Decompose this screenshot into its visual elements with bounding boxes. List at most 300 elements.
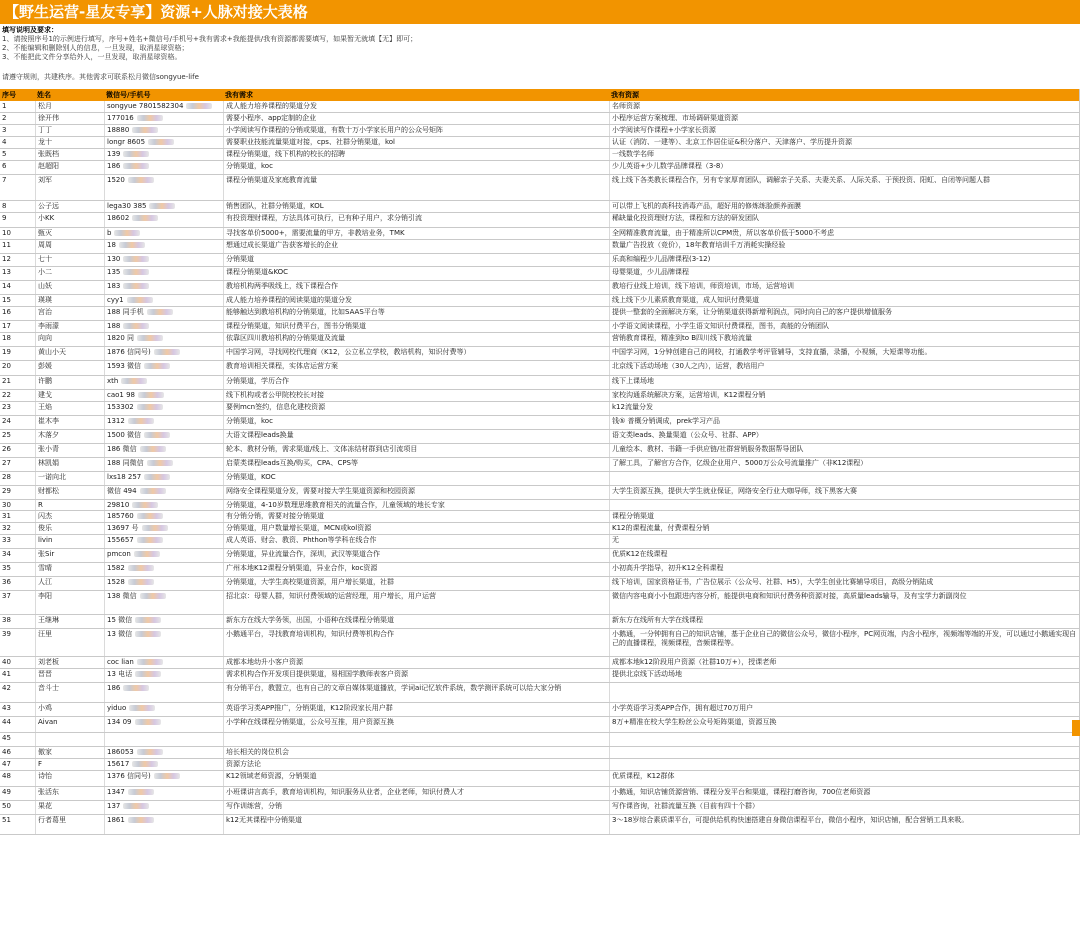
row-contact[interactable]: 153302 (104, 402, 223, 415)
row-resource[interactable]: 线下上课场地 (609, 376, 1080, 389)
row-need[interactable]: 小学阅读写作课程的分销或渠道，有数十万小学家长用户的公众号矩阵 (223, 125, 609, 136)
redaction-blur (123, 803, 149, 809)
row-contact[interactable]: 微信 494 (104, 486, 223, 499)
row-number[interactable]: 38 (2, 616, 11, 624)
row-name[interactable]: 财都松 (35, 486, 104, 499)
row-contact[interactable]: 139 (104, 149, 223, 160)
row-name[interactable]: 刘老板 (35, 657, 104, 668)
row-name[interactable]: 小KK (35, 213, 104, 227)
row-number[interactable]: 46 (2, 748, 11, 756)
column-header-need[interactable]: 我有需求 (225, 91, 253, 99)
row-resource[interactable]: 一线数学名师 (609, 149, 1080, 160)
row-need[interactable]: 教培机构两季吸线上，线下课程合作 (223, 281, 609, 294)
row-number[interactable]: 2 (2, 114, 7, 122)
row-resource[interactable]: 乐高和编程少儿品牌课程(3-12) (609, 254, 1080, 266)
redaction-blur (128, 177, 154, 183)
row-name[interactable]: 傲家 (35, 747, 104, 758)
row-number[interactable]: 24 (2, 417, 11, 425)
row-need[interactable]: 分销渠道，koc (223, 161, 609, 174)
row-contact[interactable]: 188 同手机 (104, 307, 223, 320)
row-need[interactable]: 成人能力培养课程的阅读渠道的渠道分发 (223, 295, 609, 306)
row-number[interactable]: 19 (2, 348, 11, 356)
row-need[interactable]: 依靠区四川教培机构的分销渠道及流量 (223, 333, 609, 346)
row-resource[interactable]: K12的课程流量，付费课程分销 (609, 523, 1080, 534)
column-header-contact[interactable]: 微信号/手机号 (106, 91, 151, 99)
row-need[interactable]: k12无其课程中分销渠道 (223, 815, 609, 834)
row-need[interactable]: 分销渠道，koc (223, 416, 609, 429)
row-resource[interactable]: k12流量分发 (609, 402, 1080, 415)
redaction-blur (121, 378, 147, 384)
row-number[interactable]: 8 (2, 202, 7, 210)
row-resource[interactable] (609, 747, 1080, 758)
row-name[interactable]: 赵超阳 (35, 161, 104, 174)
row-need[interactable]: 轮本、教材分销，需求渠道/线上、文体冻结材群到店引流项目 (223, 444, 609, 457)
row-resource[interactable]: 小程序运营方案梳理、市场调研渠道资源 (609, 113, 1080, 124)
row-resource[interactable]: 线上线下各类教长课程合作，另有专家厚育团队，调解亲子关系、夫妻关系、人际关系、于预投资、阳虹、自闭等问题人群 (609, 175, 1080, 200)
row-contact[interactable]: 1520 (104, 175, 223, 200)
row-contact[interactable]: 186 微信 (104, 444, 223, 457)
row-number[interactable]: 28 (2, 473, 11, 481)
table-row (0, 307, 1080, 321)
row-contact[interactable]: 1876 信同号) (104, 347, 223, 360)
row-name[interactable]: 七十 (35, 254, 104, 266)
table-row (0, 747, 1080, 759)
table-row (0, 295, 1080, 307)
redaction-blur (148, 139, 174, 145)
row-number[interactable]: 25 (2, 431, 11, 439)
row-need[interactable]: 寻找客单价5000+，需要流量的甲方，非教培业务，TMK (223, 228, 609, 239)
row-number[interactable]: 10 (2, 229, 11, 237)
row-need[interactable] (223, 733, 609, 746)
row-number[interactable]: 42 (2, 684, 11, 692)
table-row (0, 500, 1080, 511)
row-name[interactable]: livin (35, 535, 104, 548)
row-contact[interactable]: b (104, 228, 223, 239)
row-resource[interactable] (609, 733, 1080, 746)
row-resource[interactable]: 提供北京线下活动场地 (609, 669, 1080, 682)
row-contact[interactable]: 1376 信同号) (104, 771, 223, 786)
row-number[interactable]: 15 (2, 296, 11, 304)
row-name[interactable]: 音斗士 (35, 683, 104, 702)
row-number[interactable]: 51 (2, 816, 11, 824)
row-need[interactable]: 销售团队，社群分销渠道，KOL (223, 201, 609, 212)
row-need[interactable]: 分销渠道，4-10岁数理思维教育相关的流量合作，儿童领域的地长专家 (223, 500, 609, 510)
row-need[interactable]: 课程分销渠道，知识付费平台，图书分销渠道 (223, 321, 609, 332)
row-number[interactable]: 49 (2, 788, 11, 796)
row-contact[interactable]: lxs18 257 (104, 472, 223, 485)
row-contact[interactable]: 15 微信 (104, 615, 223, 628)
row-name[interactable]: 王继琳 (35, 615, 104, 628)
row-name[interactable]: 小二 (35, 267, 104, 280)
row-name[interactable]: 张小青 (35, 444, 104, 457)
table-row (0, 629, 1080, 657)
redaction-blur (132, 761, 158, 767)
table-row (0, 801, 1080, 815)
row-need[interactable]: 要例mcn签约，信息化建校资源 (223, 402, 609, 415)
row-number[interactable]: 48 (2, 772, 11, 780)
row-number[interactable]: 6 (2, 162, 7, 170)
row-contact[interactable]: 185760 (104, 511, 223, 522)
row-resource[interactable]: 北京线下活动场地（30人之内），运营，教培用户 (609, 361, 1080, 375)
row-number[interactable]: 14 (2, 282, 11, 290)
row-name[interactable]: 黄山小天 (35, 347, 104, 360)
row-number[interactable]: 45 (2, 734, 11, 742)
row-contact[interactable]: longr 8605 (104, 137, 223, 148)
redaction-blur (135, 617, 161, 623)
row-need[interactable]: 需求机构合作开发项目提供渠道，易相国学教师表客户资源 (223, 669, 609, 682)
row-resource[interactable]: 可以带上飞机的高科技消毒产品，超好用的修炼练脸颜养面膜 (609, 201, 1080, 212)
row-need[interactable]: 分销渠道，KOC (223, 472, 609, 485)
row-name[interactable]: 李阳 (35, 591, 104, 614)
row-name[interactable]: 俊乐 (35, 523, 104, 534)
row-number[interactable]: 22 (2, 391, 11, 399)
instruction-line: 2、不能编辑和删除别人的信息，一旦发现，取消星球资格； (2, 44, 189, 52)
row-number[interactable]: 35 (2, 564, 11, 572)
row-resource[interactable]: 小学语文阅读课程，小学生语文知识付费课程，图书，高能的分销团队 (609, 321, 1080, 332)
row-need[interactable]: 小学种在线课程分销渠道，公众号互推，用户资源互换 (223, 717, 609, 732)
row-need[interactable]: 课程分销渠道及家庭教育流量 (223, 175, 609, 200)
row-name[interactable]: 周周 (35, 240, 104, 253)
row-contact[interactable]: cao1 98 (104, 390, 223, 401)
row-need[interactable]: 有投资理财课程，方法具体可执行，已有种子用户，求分销引流 (223, 213, 609, 227)
row-name[interactable]: 果花 (35, 801, 104, 814)
table-row (0, 657, 1080, 669)
row-name[interactable]: 张Sir (35, 549, 104, 562)
row-need[interactable]: 需要职业技能流量渠道对接，cps、社群分销渠道，kol (223, 137, 609, 148)
row-need[interactable]: 小班课讲言高手，教育培训机构，知识服务从业者，企业老师，知识付费人才 (223, 787, 609, 800)
row-need[interactable]: 线下机构或者公甲院校校长对接 (223, 390, 609, 401)
row-contact[interactable]: 135 (104, 267, 223, 280)
redaction-blur (123, 151, 149, 157)
row-resource[interactable]: 小学阅读写作课程+小学家长资源 (609, 125, 1080, 136)
row-resource[interactable]: 8万+精准在校大学生粉丝公众号矩阵渠道，资源互换 (609, 717, 1080, 732)
row-number[interactable]: 32 (2, 524, 11, 532)
row-resource[interactable]: 儿童绘本、教材、书籍一手供应链/社群营销服务数据帮导团队 (609, 444, 1080, 457)
row-number[interactable]: 7 (2, 176, 7, 184)
row-resource[interactable]: 课程分销渠道 (609, 511, 1080, 522)
row-resource[interactable] (609, 500, 1080, 510)
row-contact[interactable]: 1347 (104, 787, 223, 800)
table-row (0, 228, 1080, 240)
row-contact[interactable]: 186 (104, 683, 223, 702)
row-need[interactable]: 启蒙类课程leads互换/购买，CPA、CPS等 (223, 458, 609, 471)
row-need[interactable]: 课程分销渠道&KOC (223, 267, 609, 280)
row-resource[interactable]: 语文类leads、换量渠道（公众号、社群、APP） (609, 430, 1080, 443)
row-resource[interactable] (609, 472, 1080, 485)
column-header-resource[interactable]: 我有资源 (609, 89, 1080, 101)
row-contact[interactable]: 18880 (104, 125, 223, 136)
row-name[interactable]: 小鸡 (35, 703, 104, 716)
row-need[interactable]: 分销渠道，异业流量合作，深圳，武汉等渠道合作 (223, 549, 609, 562)
row-name[interactable]: 雪晴 (35, 563, 104, 576)
row-number[interactable]: 5 (2, 150, 7, 158)
row-resource[interactable]: 无 (609, 535, 1080, 548)
row-number[interactable]: 39 (2, 630, 11, 638)
row-need[interactable]: 大语文课程leads换量 (223, 430, 609, 443)
redaction-blur (142, 525, 168, 531)
row-name[interactable]: 彭媛 (35, 361, 104, 375)
row-number[interactable]: 29 (2, 487, 11, 495)
row-contact[interactable]: 183 (104, 281, 223, 294)
row-need[interactable]: 成都本地幼升小客户资源 (223, 657, 609, 668)
redaction-blur (132, 215, 158, 221)
row-need[interactable]: 资源方法论 (223, 759, 609, 770)
row-resource[interactable]: 3～18岁综合素质课平台，可提供给机构快速搭建自身微信课程平台，微信小程序，知识店铺，配合营销工具来吸。 (609, 815, 1080, 834)
row-contact[interactable]: 13697 号 (104, 523, 223, 534)
row-contact[interactable]: 1582 (104, 563, 223, 576)
row-resource[interactable]: 中国学习网，1分钟创建自己的网校，打通教学考评管辅导，支持直播，录播，小视频，大短课等功能。 (609, 347, 1080, 360)
row-name[interactable]: 闪杰 (35, 511, 104, 522)
row-name[interactable]: 龙十 (35, 137, 104, 148)
row-number[interactable]: 26 (2, 445, 11, 453)
redaction-blur (147, 309, 173, 315)
row-number[interactable]: 11 (2, 241, 11, 249)
row-number[interactable]: 13 (2, 268, 11, 276)
row-name[interactable]: 一诺向北 (35, 472, 104, 485)
row-need[interactable]: 新东方在线大学务领，出国，小语种在线课程分销渠道 (223, 615, 609, 628)
redaction-blur (137, 335, 163, 341)
row-contact[interactable]: pmcon (104, 549, 223, 562)
row-name[interactable]: 瑛瑛 (35, 295, 104, 306)
row-need[interactable]: 广州本地K12课程分销渠道，异业合作，koc资源 (223, 563, 609, 576)
row-need[interactable]: 想通过成长渠道广告获客增长的企业 (223, 240, 609, 253)
row-resource[interactable]: 教培行业线上培训，线下培训，师资培训，市场，运营培训 (609, 281, 1080, 294)
row-contact[interactable]: 1593 微信 (104, 361, 223, 375)
row-number[interactable]: 36 (2, 578, 11, 586)
row-name[interactable]: 宫治 (35, 307, 104, 320)
row-resource[interactable]: 小初高升学指导，初升K12全科课程 (609, 563, 1080, 576)
row-need[interactable]: 分销渠道，学历合作 (223, 376, 609, 389)
row-resource[interactable]: 小鹅通，一分钟拥有自己的知识店铺，基于企业自己的微信公众号，微信小程序，PC网页端，内含小程序，视频端等端的开发，可以通过小鹅通实现自己的直播课程，视频课程，音频课程等。 (609, 629, 1080, 656)
row-number[interactable]: 4 (2, 138, 7, 146)
row-number[interactable]: 30 (2, 501, 11, 509)
row-resource[interactable]: 钱⑤ 普概分销调成，prek学习产品 (609, 416, 1080, 429)
row-contact[interactable]: 177016 (104, 113, 223, 124)
row-name[interactable]: 人江 (35, 577, 104, 590)
row-contact[interactable]: 134 09 (104, 717, 223, 732)
row-name[interactable]: Aivan (35, 717, 104, 732)
redaction-blur (123, 685, 149, 691)
row-number[interactable]: 31 (2, 512, 11, 520)
redaction-blur (134, 551, 160, 557)
row-name[interactable]: 建戈 (35, 390, 104, 401)
row-resource[interactable]: 了解工具，了解官方合作，亿级企业用户、5000万公众号流量推广（非K12课程） (609, 458, 1080, 471)
table-row (0, 125, 1080, 137)
row-contact[interactable]: 18602 (104, 213, 223, 227)
row-resource[interactable]: 少儿英语+少儿数学品牌课程（3-8） (609, 161, 1080, 174)
row-contact[interactable]: coc lian (104, 657, 223, 668)
redaction-blur (128, 789, 154, 795)
row-resource[interactable]: 线上线下少儿素质教育渠道，成人知识付费渠道 (609, 295, 1080, 306)
row-name[interactable]: 木落夕 (35, 430, 104, 443)
row-resource[interactable]: 数量广告投放（竞价），18年教育培训千万消耗实操经验 (609, 240, 1080, 253)
row-name[interactable] (35, 733, 104, 746)
row-contact[interactable] (104, 733, 223, 746)
row-resource[interactable] (609, 759, 1080, 770)
row-name[interactable]: 许鹏 (35, 376, 104, 389)
row-number[interactable]: 3 (2, 126, 7, 134)
row-name[interactable]: 徐开伟 (35, 113, 104, 124)
row-number[interactable]: 23 (2, 403, 11, 411)
row-contact[interactable]: 1861 (104, 815, 223, 834)
row-number[interactable]: 27 (2, 459, 11, 467)
row-resource[interactable] (609, 683, 1080, 702)
redaction-blur (140, 488, 166, 494)
row-resource[interactable]: 稀缺量化投资理财方法，课程和方法的研发团队 (609, 213, 1080, 227)
row-contact[interactable]: 186053 (104, 747, 223, 758)
row-number[interactable]: 16 (2, 308, 11, 316)
row-need[interactable]: 写作训练营，分销 (223, 801, 609, 814)
row-number[interactable]: 12 (2, 255, 11, 263)
row-name[interactable]: 松月 (35, 101, 104, 112)
row-number[interactable]: 34 (2, 550, 11, 558)
row-contact[interactable]: 13 电话 (104, 669, 223, 682)
row-contact[interactable]: yiduo (104, 703, 223, 716)
row-need[interactable]: 分销渠道，大学生高校渠道资源，用户增长渠道，社群 (223, 577, 609, 590)
row-need[interactable]: 英语学习类APP推广，分销渠道，K12阶段家长用户群 (223, 703, 609, 716)
column-header-name[interactable]: 姓名 (37, 91, 51, 99)
redaction-blur (119, 242, 145, 248)
row-need[interactable]: 招北京：母婴人群，知识付费领域的运营经理，用户增长，用户运营 (223, 591, 609, 614)
table-row (0, 486, 1080, 500)
row-name[interactable]: 李雨濛 (35, 321, 104, 332)
row-name[interactable]: 汪里 (35, 629, 104, 656)
row-resource[interactable]: 优质课程，K12群体 (609, 771, 1080, 786)
row-need[interactable]: 有分销分销，需要对接分销渠道 (223, 511, 609, 522)
row-resource[interactable]: 名师资源 (609, 101, 1080, 112)
row-contact[interactable]: 138 微信 (104, 591, 223, 614)
row-name[interactable]: 山妖 (35, 281, 104, 294)
row-name[interactable]: 公子远 (35, 201, 104, 212)
row-name[interactable]: F (35, 759, 104, 770)
table-row (0, 321, 1080, 333)
row-resource[interactable]: 母婴渠道，少儿品牌课程 (609, 267, 1080, 280)
row-resource[interactable]: 成都本地k12阶段用户资源（社群10万+），授课老师 (609, 657, 1080, 668)
row-number[interactable]: 43 (2, 704, 11, 712)
row-number[interactable]: 50 (2, 802, 11, 810)
row-resource[interactable]: 家校沟通系统解决方案，运营培训，K12课程分销 (609, 390, 1080, 401)
row-contact[interactable]: 130 (104, 254, 223, 266)
row-number[interactable]: 41 (2, 670, 11, 678)
row-need[interactable]: 需要小程序、app定制的企业 (223, 113, 609, 124)
row-contact[interactable]: lega30 385 (104, 201, 223, 212)
row-number[interactable]: 17 (2, 322, 11, 330)
row-contact[interactable]: xth (104, 376, 223, 389)
row-need[interactable]: 网络安全课程渠道分发，需要对接大学生渠道资源和校园资源 (223, 486, 609, 499)
row-number[interactable]: 47 (2, 760, 11, 768)
table-row (0, 535, 1080, 549)
table-row (0, 523, 1080, 535)
table-row (0, 444, 1080, 458)
row-number[interactable]: 33 (2, 536, 11, 544)
table-header (0, 89, 1080, 101)
row-need[interactable]: 培长相关的岗位机会 (223, 747, 609, 758)
column-header-no[interactable]: 序号 (2, 91, 16, 99)
row-contact[interactable]: 1528 (104, 577, 223, 590)
row-need[interactable]: 分销渠道 (223, 254, 609, 266)
row-resource[interactable]: 大学生资源互换，提供大学生就业保证，网络安全行业大咖导师，线下黑客大赛 (609, 486, 1080, 499)
row-name[interactable]: 向向 (35, 333, 104, 346)
row-name[interactable]: 崔木李 (35, 416, 104, 429)
row-need[interactable]: 成人英语、财会、教资、Phthon等学科在线合作 (223, 535, 609, 548)
table-row (0, 267, 1080, 281)
row-name[interactable]: 林凯娟 (35, 458, 104, 471)
row-resource[interactable]: 微信内容电商小小包跟进内容分析，能提供电商和知识付费务种资源对接，高质量leads输导，及有宝学力新副岗位 (609, 591, 1080, 614)
row-resource[interactable]: 提供一整套的全面解决方案，让分销渠道获得新增利润点，同时向自己的客户提供增值服务 (609, 307, 1080, 320)
row-number[interactable]: 37 (2, 592, 11, 600)
row-contact[interactable]: 13 微信 (104, 629, 223, 656)
row-need[interactable]: K12领域老师资源，分销渠道 (223, 771, 609, 786)
row-need[interactable]: 课程分销渠道，线下机构的校长的招聘 (223, 149, 609, 160)
row-need[interactable]: 教育培训相关课程，实体店运营方案 (223, 361, 609, 375)
row-contact[interactable]: songyue 7801582304 (104, 101, 223, 112)
row-name[interactable]: 张活东 (35, 787, 104, 800)
row-need[interactable]: 中国学习网，寻找网校代理商（K12，公立私立学校，教培机构，知识付费等） (223, 347, 609, 360)
row-resource[interactable]: 线下培训，国家资格证书，广告位展示（公众号、社群、H5），大学生创业比赛辅导项目，高级分销陆成 (609, 577, 1080, 590)
row-need[interactable]: 有分销平台，教盟立，也有自己的文章自媒体渠道播放，学词ai记忆软件系统，数学测评系统可以给大家分销 (223, 683, 609, 702)
row-contact[interactable]: 188 (104, 321, 223, 332)
row-contact[interactable]: 186 (104, 161, 223, 174)
row-need[interactable]: 能够触达到教培机构的分销渠道，比如SAAS平台等 (223, 307, 609, 320)
table-row (0, 333, 1080, 347)
row-name[interactable]: 张既档 (35, 149, 104, 160)
instruction-line: 3、不能把此文件分享给外人，一旦发现，取消星球资格。 (2, 53, 182, 61)
row-contact[interactable]: 1500 微信 (104, 430, 223, 443)
row-name[interactable]: 诗怡 (35, 771, 104, 786)
row-name[interactable]: 行者葛里 (35, 815, 104, 834)
redaction-blur (135, 631, 161, 637)
row-number[interactable]: 9 (2, 214, 7, 222)
redaction-blur (154, 349, 180, 355)
row-need[interactable]: 小鹅通平台，寻找教育培训机构，知识付费等机构合作 (223, 629, 609, 656)
row-contact[interactable]: cyy1 (104, 295, 223, 306)
row-resource[interactable]: 认证（消防、一建等）、北京工作居住证&积分落户、天津落户、学历提升资源 (609, 137, 1080, 148)
row-resource[interactable]: 优质K12在线课程 (609, 549, 1080, 562)
row-contact[interactable]: 29810 (104, 500, 223, 510)
row-resource[interactable]: 小鹅通，知识店铺货源营销、课程分发平台和渠道，课程打磨咨询，700位老师资源 (609, 787, 1080, 800)
row-resource[interactable]: 营销教育课程，精准到to B四川线下教培流量 (609, 333, 1080, 346)
row-contact[interactable]: 155657 (104, 535, 223, 548)
row-contact[interactable]: 1312 (104, 416, 223, 429)
table-row (0, 149, 1080, 161)
row-number[interactable]: 40 (2, 658, 11, 666)
row-name[interactable]: 王焰 (35, 402, 104, 415)
row-resource[interactable]: 新东方在线所有大学在线课程 (609, 615, 1080, 628)
row-number[interactable]: 1 (2, 102, 7, 110)
row-need[interactable]: 分销渠道，用户数量增长渠道，MCN或kol资源 (223, 523, 609, 534)
row-number[interactable]: 18 (2, 334, 11, 342)
row-contact[interactable]: 137 (104, 801, 223, 814)
row-resource[interactable]: 写作课咨询，社群流量互换（目前有四十个群） (609, 801, 1080, 814)
row-resource[interactable]: 全网精准教育流量，由于精准所以CPM贵，所以客单价低于5000不考虑 (609, 228, 1080, 239)
row-name[interactable]: R (35, 500, 104, 510)
redaction-blur (137, 404, 163, 410)
row-contact[interactable]: 15617 (104, 759, 223, 770)
row-number[interactable]: 21 (2, 377, 11, 385)
row-name[interactable]: 晋晋 (35, 669, 104, 682)
row-contact[interactable]: 18 (104, 240, 223, 253)
row-contact[interactable]: 188 同微信 (104, 458, 223, 471)
row-resource[interactable]: 小学英语学习类APP合作，拥有超过70万用户 (609, 703, 1080, 716)
row-name[interactable]: 甄灭 (35, 228, 104, 239)
row-need[interactable]: 成人能力培养课程的渠道分发 (223, 101, 609, 112)
row-contact[interactable]: 1820 同 (104, 333, 223, 346)
row-name[interactable]: 丁丁 (35, 125, 104, 136)
row-number[interactable]: 44 (2, 718, 11, 726)
row-number[interactable]: 20 (2, 362, 11, 370)
table-row (0, 113, 1080, 125)
row-name[interactable]: 刘军 (35, 175, 104, 200)
